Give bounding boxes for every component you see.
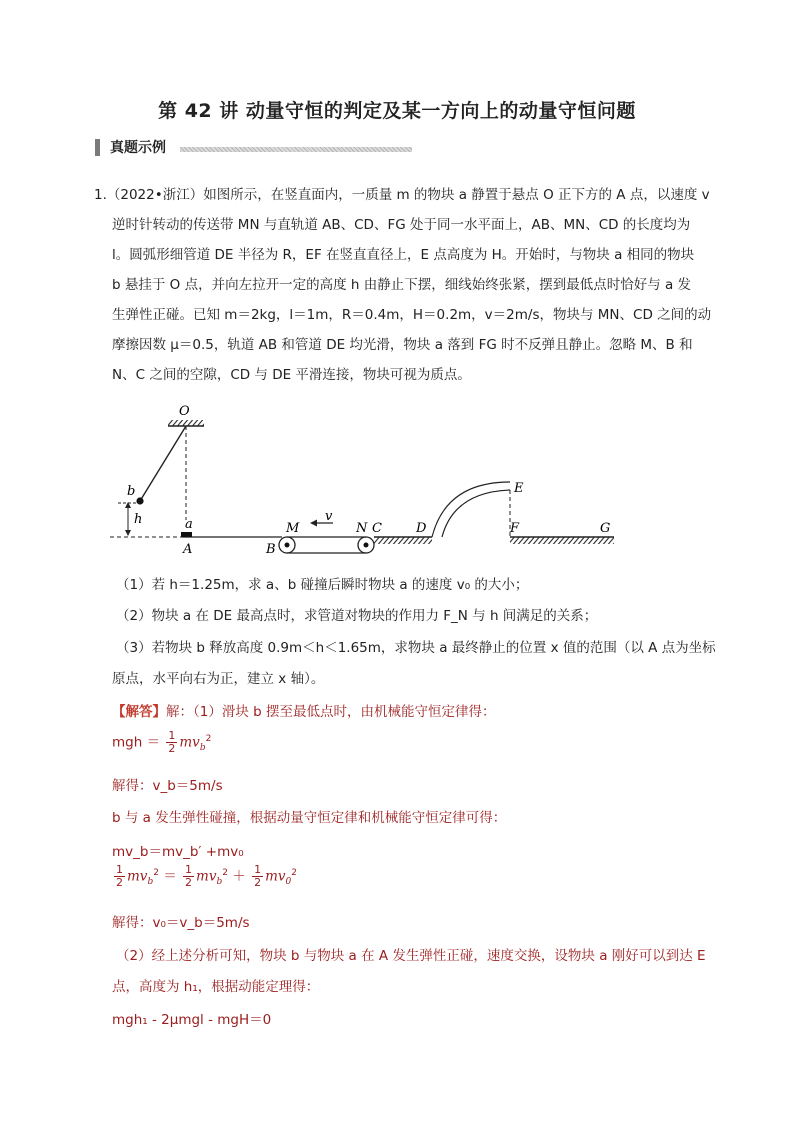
section-header <box>95 137 166 157</box>
problem-line: 逆时针转动的传送带 MN 与直轨道 AB、CD、FG 处于同一水平面上，AB、MN、CD 的长度均为 <box>112 217 691 233</box>
eq1-sub: b <box>199 743 206 754</box>
eq1-sup: 2 <box>205 734 212 744</box>
answer-tag: 【解答】 <box>112 704 166 720</box>
question-1: （1）若 h＝1.25m，求 a、b 碰撞后瞬时物块 a 的速度 v₀ 的大小； <box>116 577 529 593</box>
frac-den: 2 <box>254 876 262 889</box>
tube-DE-inner <box>442 490 510 537</box>
fraction-half <box>114 864 125 889</box>
ceiling-hatch <box>168 420 204 426</box>
solve-vb: 解得：v_b＝5m/s <box>112 778 223 794</box>
label-G: G <box>600 521 611 536</box>
label-h: h <box>134 512 143 527</box>
fraction-half <box>183 864 194 889</box>
fraction-half <box>252 864 263 889</box>
label-E: E <box>514 481 524 496</box>
problem-line: 生弹性正碰。已知 m＝2kg，l＝1m，R＝0.4m，H＝0.2m，v＝2m/s，物块与 MN、CD 之间的动 <box>112 307 712 323</box>
page-title: 第 42 讲 动量守恒的判定及某一方向上的动量守恒问题 <box>158 100 636 122</box>
label-C: C <box>372 521 382 536</box>
equation-kinetic: $\frac{1}{2}$ $mv_b^2$ ＝ $\frac{1}{2}$ $mv_b^2$ ＋ $\frac{1}{2}$ $mv_0^2$ <box>116 863 297 889</box>
pulley-N-center <box>364 543 369 548</box>
h-arrow-down <box>125 530 131 536</box>
pendulum-string <box>140 426 186 501</box>
equation-work-energy: mgh₁ - 2μmgl - mgH＝0 <box>112 1012 272 1028</box>
question-3: （3）若物块 b 释放高度 0.9m＜h＜1.65m，求物块 a 最终静止的位置 x 值的范围（以 A 点为坐标 <box>116 640 716 656</box>
block-a <box>181 532 192 537</box>
block-b <box>136 497 143 504</box>
eq3-plus: ＋ <box>232 868 246 885</box>
frac-num: 1 <box>168 729 176 742</box>
velocity-arrowhead <box>310 520 317 527</box>
eq3-equals: ＝ <box>163 868 177 885</box>
frac-num: 1 <box>116 863 123 876</box>
solve-v0: 解得：v₀＝v_b＝5m/s <box>112 915 250 931</box>
problem-line: 摩擦因数 μ＝0.5，轨道 AB 和管道 DE 均光滑，物块 a 落到 FG 时不反弹且静止。忽略 M、B 和 <box>112 337 693 353</box>
frac-num: 1 <box>185 863 193 876</box>
section-marker <box>95 139 100 156</box>
part2-text: （2）经上述分析可知，物块 b 与物块 a 在 A 发生弹性正碰，速度交换，设物块 a 刚好可以到达 E <box>116 948 706 964</box>
question-2: （2）物块 a 在 DE 最高点时，求管道对物块的作用力 F_N 与 h 间满足的关系； <box>116 608 598 624</box>
frac-den: 2 <box>168 742 176 755</box>
problem-line: b 悬挂于 O 点，并向左拉开一定的高度 h 由静止下摆，细线始终张紧，摆到最低点时恰好与 a 发 <box>112 277 692 293</box>
label-A: A <box>183 542 193 557</box>
label-F: F <box>510 521 520 536</box>
elastic-text: b 与 a 发生弹性碰撞，根据动量守恒定律和机械能守恒定律可得： <box>112 810 507 826</box>
track-FG-hatch <box>510 537 614 544</box>
label-a: a <box>185 517 193 532</box>
section-label: 真题示例 <box>110 140 166 156</box>
problem-line: l。圆弧形细管道 DE 半径为 R，EF 在竖直直径上，E 点高度为 H。开始时，与物块 a 相同的物块 <box>112 247 695 263</box>
section-rule <box>180 147 412 152</box>
equation-momentum: mv_b＝mv_b′ +mv₀ <box>112 844 244 860</box>
tube-DE-outer <box>432 482 510 537</box>
problem-line: 1.（2022•浙江）如图所示，在竖直面内，一质量 m 的物块 a 静置于悬点 O 正下方的 A 点，以速度 v <box>94 187 710 203</box>
equation-energy <box>112 730 211 755</box>
physics-diagram <box>110 398 630 558</box>
label-M: M <box>286 521 300 536</box>
answer-intro-line <box>112 700 496 720</box>
problem-line: N、C 之间的空隙，CD 与 DE 平滑连接，物块可视为质点。 <box>112 367 471 383</box>
label-b: b <box>127 484 136 499</box>
label-v: v <box>325 509 333 524</box>
pulley-M-center <box>285 543 290 548</box>
eq1-left: mgh ＝ <box>112 734 161 751</box>
question-3-cont: 原点，水平向右为正，建立 x 轴）。 <box>112 671 325 687</box>
label-N: N <box>356 521 368 536</box>
fraction-half <box>166 730 177 755</box>
part2-text-cont: 点，高度为 h₁，根据动能定理得： <box>112 979 320 995</box>
label-O: O <box>179 404 190 419</box>
track-CD-hatch <box>374 537 432 544</box>
answer-intro: 解：（1）滑块 b 摆至最低点时，由机械能守恒定律得： <box>166 704 496 720</box>
label-D: D <box>416 521 427 536</box>
frac-num: 1 <box>254 863 262 876</box>
eq1-right: mv <box>179 734 200 751</box>
frac-den: 2 <box>116 876 123 889</box>
frac-den: 2 <box>185 876 193 889</box>
label-B: B <box>266 542 276 557</box>
